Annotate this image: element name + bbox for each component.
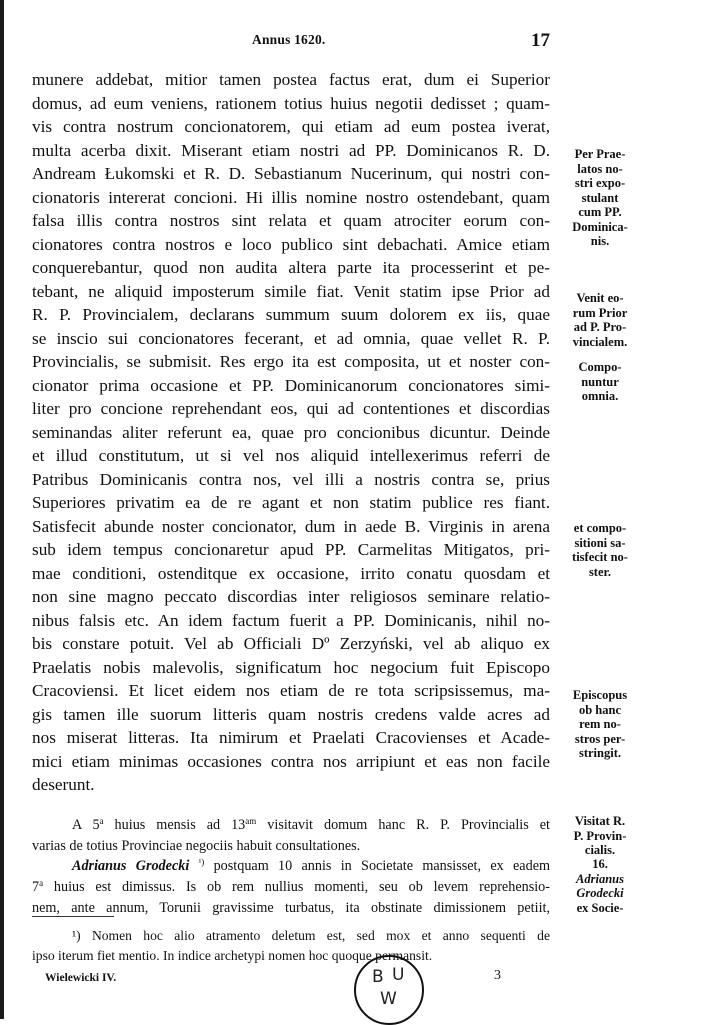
text-line: bis constare potuit. Vel ab Officiali Dº Zerzyński, vel ab aliquo ex [32, 634, 550, 653]
text-line: Andream Łukomski et R. D. Sebastianum Nucerinum, qui nostri con- [32, 164, 550, 183]
margin-note-line: stros per- [574, 731, 626, 746]
footnote-line-2: ipso iterum fiet mentio. In indice archetypi nomen hoc quoque permansit. [32, 948, 433, 963]
margin-note-prior [555, 291, 645, 349]
superscript: am [245, 816, 257, 826]
margin-note-prelates [555, 147, 645, 249]
running-head-title: Annus 1620. [252, 32, 326, 47]
text-line: tebant, ne aliquid imposterum simile fiat. Venit statim ipse Prior ad [32, 281, 550, 301]
superscript: a [39, 878, 44, 889]
text-line: sub idem tempus concionaretur apud PP. Carmelitas Mitigatos, pri- [32, 540, 550, 559]
margin-note-line: cialis. [584, 843, 616, 857]
text-line: non sine magno peccato discordias inter religiosos seminare relatio- [32, 587, 550, 606]
person-name: Adrianus Grodecki [72, 858, 190, 875]
text-line: Provincialis, se submisit. Res ergo ita est composita, ut et noster con- [32, 352, 550, 371]
margin-note-line: Visitat R. [574, 814, 626, 828]
text-line: Cracoviensi. Et licet eidem nos etiam de re tota scripsissemus, ma- [32, 681, 550, 700]
margin-note-line: stulant [581, 190, 619, 205]
margin-note-line: Per Prae- [574, 147, 626, 161]
text-span: huius mensis ad 13 [103, 817, 246, 833]
text-line: deserunt. [32, 775, 95, 794]
text-line: et illud constitutum, ut si vel nos aliquid intellexerimus referri de [32, 446, 550, 465]
margin-note-bishop [555, 688, 645, 761]
margin-note-line: nuntur [581, 374, 619, 389]
margin-note-line: Episcopus [572, 688, 628, 702]
text-span: postquam 10 annis in Societate mansisset, ex eadem [204, 858, 551, 875]
margin-note-line: Dominica- [572, 219, 628, 234]
signature-label: Wielewicki IV. [45, 972, 117, 984]
text-line: seminandas aliter referunt ea, quae pro concionibus dicuntur. Deinde [32, 422, 550, 442]
margin-note-line: sitioni sa- [574, 535, 626, 550]
margin-note-line: 16. [592, 857, 608, 871]
margin-note-line: stringit. [578, 746, 621, 760]
page-number: 17 [531, 30, 550, 51]
margin-note-line: rum Prior [572, 305, 628, 320]
margin-note-line: tisfecit no- [572, 550, 628, 564]
text-line: Praelatis nobis malevolis, significatum hoc negocium fuit Episcopo [32, 657, 550, 677]
text-line: cionatoris intererat concioni. Hi illis nomine nostro ostendebant, quam [32, 187, 550, 207]
text-span: huius est dimissus. Is ob rem nullius momenti, seu ob levem reprehensio- [43, 879, 550, 896]
text-line: falsa illis contra nostros sint relata et quam atrociter eorum con- [32, 211, 550, 230]
stamp-letter: W [380, 989, 397, 1009]
margin-note-line: Compo- [578, 360, 622, 374]
text-line: nibus falsis etc. An idem factum fuerit a PP. Dominicanis, nihil no- [32, 610, 550, 630]
margin-note-line: rem no- [579, 717, 621, 731]
margin-note-line: ad P. Pro- [573, 320, 627, 334]
entry-grodecki-line-3: nem, ante annum, Torunii gravissime turbatus, ita obstinate dimissionem petiit, [32, 899, 550, 916]
superscript: a [99, 816, 104, 826]
text-line: mici etiam minimas occasiones contra nos arripiunt et eas non facile [32, 751, 550, 771]
margin-note-grodecki [555, 857, 645, 915]
scan-edge [0, 0, 4, 1019]
text-span: visitavit domum hanc R. P. Provincialis et [256, 817, 550, 833]
main-text-block [32, 68, 550, 797]
margin-note-visitation [555, 814, 645, 858]
text-line: gis tamen ille suorum litteris quam nostris credens valde acres ad [32, 704, 550, 724]
margin-note-line: et compo- [573, 521, 627, 535]
margin-note-line: cum PP. [578, 205, 622, 219]
margin-note-line: ex Socie- [576, 900, 624, 915]
text-line: multa acerba dixit. Miserant etiam nostri ad PP. Dominicanos R. D. [32, 140, 550, 160]
margin-note-line: omnia. [581, 389, 619, 403]
margin-note-line: Grodecki [576, 886, 624, 900]
text-line: conquerebantur, quod non audita altera parte ita processerint et pe- [32, 258, 550, 277]
footnote-reference[interactable]: ¹) [198, 857, 205, 868]
text-line: vis contra nostrum concionatorem, qui etiam ad eum postea iverat, [32, 117, 550, 136]
margin-note-line: Venit eo- [576, 291, 624, 305]
entries-block [32, 815, 550, 918]
text-line: Patribus Dominicanis contra nos, vel illi a nostris contra se, prius [32, 469, 550, 489]
text-line: Satisfecit abunde noster concionator, dum in aede B. Virginis in arena [32, 516, 550, 536]
entry-grodecki-line-1 [32, 856, 550, 877]
stamp-letter: U [392, 965, 405, 985]
text-line: domus, ad eum veniens, rationem totius huius negotii dedisset ; quam- [32, 93, 550, 113]
entry-visitation-line-1 [32, 815, 550, 836]
margin-note-line: stri expo- [574, 176, 626, 190]
margin-note-line: vincialem. [572, 334, 628, 349]
text-line: munere addebat, mitior tamen postea factus erat, dum ei Superior [32, 70, 550, 89]
text-line: mae conditioni, ostenditque ex occasione, irrito conatu quosdam et [32, 563, 550, 583]
text-line: Superiores privatim ea de re agant et non statim publice res fiant. [32, 493, 550, 512]
footnote-line-1: ¹) Nomen hoc alio atramento deletum est, sed mox et anno sequenti de [72, 928, 550, 943]
stamp-letter: B [372, 967, 384, 987]
margin-note-line: Adrianus [576, 871, 624, 886]
text-line: liter pro concione reprehendant eos, qui ad contentiones et discordias [32, 399, 550, 418]
library-stamp [354, 955, 424, 1025]
footnote [32, 926, 550, 966]
text-line: cionator prima occasione et PP. Dominicanorum concionatores simi- [32, 375, 550, 395]
margin-note-composed [555, 360, 645, 404]
entry-visitation-line-2: varias de totius Provinciae negociis habuit consultationes. [32, 837, 361, 854]
text-span: A 5 [72, 817, 100, 833]
text-line: nos miserat litteras. Ita nimirum et Praelati Cracovienses et Acade- [32, 728, 550, 747]
margin-note-line: nis. [590, 234, 610, 248]
running-head [0, 30, 720, 54]
margin-note-line: latos no- [577, 161, 623, 176]
text-line: se inscio sui concionatores fecerant, et ad omnia, quae vellet R. P. [32, 328, 550, 348]
entry-grodecki-line-2 [32, 877, 550, 898]
margin-note-satisfied [555, 521, 645, 579]
margin-note-line: ster. [588, 564, 612, 579]
margin-note-line: ob hanc [578, 702, 622, 717]
text-span: 7 [32, 879, 40, 896]
signature-number: 3 [494, 968, 501, 983]
text-line: cionatores contra nostros e loco publico sint debachati. Amice etiam [32, 234, 550, 254]
margin-note-line: P. Provin- [573, 828, 627, 843]
text-line: R. P. Provincialem, declarans summum suum dolorem ex iis, quae [32, 305, 550, 324]
footnote-separator [32, 916, 114, 917]
